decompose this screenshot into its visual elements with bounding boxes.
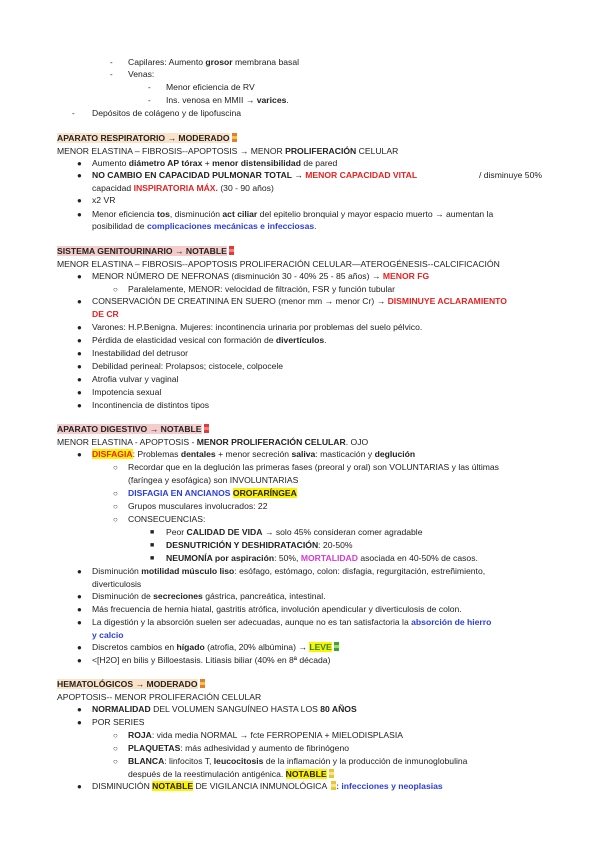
dash-bullet: - [148,96,151,105]
list-item: Menor eficiencia de RV [166,82,255,92]
list-item-cont: (faríngea y esofágica) son INVOLUNTARIAS [128,475,299,485]
list-item: BLANCA: linfocitos T, leucocitosis de la inflamación y la producción de inmunoglobulina [128,756,468,766]
circle-bullet: ○ [113,463,118,472]
list-item: PLAQUETAS: más adhesividad y aumento de fibrinógeno [128,743,349,753]
list-item: Capilares: Aumento grosor membrana basal [128,57,300,67]
list-item: La digestión y la absorción suelen ser adecuadas, aunque no es tan satisfactoria la absorción de hierro [92,617,492,627]
bullet: ● [77,567,82,576]
bullet: ● [77,159,82,168]
bullet: ● [77,450,82,459]
circle-bullet: ○ [113,757,118,766]
list-item-cont: diverticulosis [92,579,142,589]
circle-bullet: ○ [113,489,118,498]
list-item: DISFAGIA: Problemas dentales + menor secreción saliva: masticación y deglución [92,449,416,459]
bullet: ● [77,401,82,410]
list-item: Aumento diámetro AP tórax + menor distensibilidad de pared [92,158,338,168]
bullet: ● [77,618,82,627]
list-item: Venas: [128,69,155,79]
bullet: ● [77,171,82,180]
list-item: Disminución motilidad músculo liso: esófago, estómago, colon: disfagia, regurgitación, estreñimiento, [92,566,486,576]
dash-bullet: - [110,70,113,79]
list-item-cont: después de la reestimulación antigénica. NOTABLE [128,768,334,780]
bullet: ● [77,196,82,205]
circle-bullet: ○ [113,502,118,511]
bullet: ● [77,297,82,306]
square-bullet: ■ [150,529,155,536]
bullet: ● [77,349,82,358]
list-item: NO CAMBIO EN CAPACIDAD PULMONAR TOTAL → MENOR CAPACIDAD VITAL / disminuye 50% [92,170,542,180]
bullet: ● [77,656,82,665]
section-title: SISTEMA GENITOURINARIO → NOTABLE [57,245,234,257]
list-item: Varones: H.P.Benigna. Mujeres: incontinencia urinaria por problemas del suelo pélvico. [92,322,423,332]
section-title: HEMATOLÓGICOS → MODERADO [57,678,205,690]
bullet: ● [77,782,82,791]
list-item: NEUMONÍA por aspiración: 50%, MORTALIDAD asociada en 40-50% de casos. [166,553,478,563]
list-item: DISFAGIA EN ANCIANOS OROFARÍNGEA [128,488,297,498]
circle-bullet: ○ [113,744,118,753]
orange-square-icon [232,133,237,142]
list-item: Depósitos de colágeno y de lipofuscina [92,108,242,118]
bullet: ● [77,705,82,714]
bullet: ● [77,336,82,345]
section-title: APARATO RESPIRATORIO → MODERADO [57,132,237,144]
square-bullet: ■ [150,542,155,549]
list-item-cont: capacidad INSPIRATORIA MÁX. (30 - 90 años) [92,183,274,193]
section-title: APARATO DIGESTIVO → NOTABLE [57,423,209,435]
list-item: Disminución de secreciones gástrica, pancreática, intestinal. [92,591,326,601]
orange-square-icon [200,679,205,688]
bullet: ● [77,210,82,219]
list-item: Inestabilidad del detrusor [92,348,189,358]
list-item: x2 VR [92,195,116,205]
list-item: CONSECUENCIAS: [128,514,206,524]
green-square-icon [334,642,339,651]
list-item-cont: posibilidad de complicaciones mecánicas e infecciosas. [92,221,317,231]
bullet: ● [77,388,82,397]
bullet: ● [77,718,82,727]
yellow-square-icon [329,769,334,778]
list-item: POR SERIES [92,717,145,727]
list-item: DESNUTRICIÓN Y DESHIDRATACIÓN: 20-50% [166,540,353,550]
dash-bullet: - [72,109,75,118]
bullet: ● [77,643,82,652]
section-subtitle: MENOR ELASTINA - APOPTOSIS - MENOR PROLIFERACIÓN CELULAR. OJO [57,437,369,447]
circle-bullet: ○ [113,731,118,740]
list-item: Menor eficiencia tos, disminución act ciliar del epitelio bronquial y mayor espacio muerto → aumentan la [92,209,494,219]
bullet: ● [77,362,82,371]
list-item: <[H2O] en bilis y Billoestasis. Litiasis biliar (40% en 8ª década) [92,655,331,665]
bullet: ● [77,323,82,332]
list-item: Recordar que en la deglución las primeras fases (preoral y oral) son VOLUNTARIAS y las últimas [128,462,499,472]
list-item: Incontinencia de distintos tipos [92,400,210,410]
list-item: Pérdida de elasticidad vesical con formación de divertículos. [92,335,327,345]
square-bullet: ■ [150,555,155,562]
bullet: ● [77,272,82,281]
list-item: Ins. venosa en MMII → varices. [166,95,289,105]
bullet: ● [77,592,82,601]
red-square-icon [229,246,234,255]
list-item: Discretos cambios en hígado (atrofia, 20% albúmina) → LEVE [92,641,339,653]
list-item: Impotencia sexual [92,387,162,397]
dash-bullet: - [110,58,113,67]
list-item: Peor CALIDAD DE VIDA → solo 45% consideran comer agradable [166,527,423,537]
list-item: Atrofia vulvar y vaginal [92,374,179,384]
dash-bullet: - [148,83,151,92]
list-item: MENOR NÚMERO DE NEFRONAS (disminución 30 - 40% 25 - 85 años) → MENOR FG [92,271,430,281]
list-item: Paralelamente, MENOR: velocidad de filtración, FSR y función tubular [128,284,396,294]
list-item: Debilidad perineal: Prolapsos; cistocele, colpocele [92,361,284,371]
red-square-icon [204,424,209,433]
list-item: DISMINUCIÓN NOTABLE DE VIGILANCIA INMUNOLÓGICA : infecciones y neoplasias [92,781,443,791]
circle-bullet: ○ [113,285,118,294]
list-item: NORMALIDAD DEL VOLUMEN SANGUÍNEO HASTA LOS 80 AÑOS [92,704,357,714]
list-item: ROJA: vida media NORMAL → fcte FERROPENIA + MIELODISPLASIA [128,730,404,740]
bullet: ● [77,375,82,384]
list-item: Grupos musculares involucrados: 22 [128,501,268,511]
list-item: Más frecuencia de hernia hiatal, gastritis atrófica, involución apendicular y diverticulosis de colon. [92,604,462,614]
list-item: CONSERVACIÓN DE CREATININA EN SUERO (menor mm → menor Cr) → DISMINUYE ACLARAMIENTO [92,296,507,306]
circle-bullet: ○ [113,515,118,524]
section-subtitle: MENOR ELASTINA – FIBROSIS--APOPTOSIS → MENOR PROLIFERACIÓN CELULAR [57,146,399,156]
bullet: ● [77,605,82,614]
list-item-cont: y calcio [92,630,124,640]
section-subtitle: MENOR ELASTINA – FIBROSIS--APOPTOSIS PROLIFERACIÓN CELULAR—ATEROGÉNESIS--CALCIFICACIÓN [57,259,500,269]
section-subtitle: APOPTOSIS-- MENOR PROLIFERACIÓN CELULAR [57,692,262,702]
list-item-cont: DE CR [92,309,119,319]
